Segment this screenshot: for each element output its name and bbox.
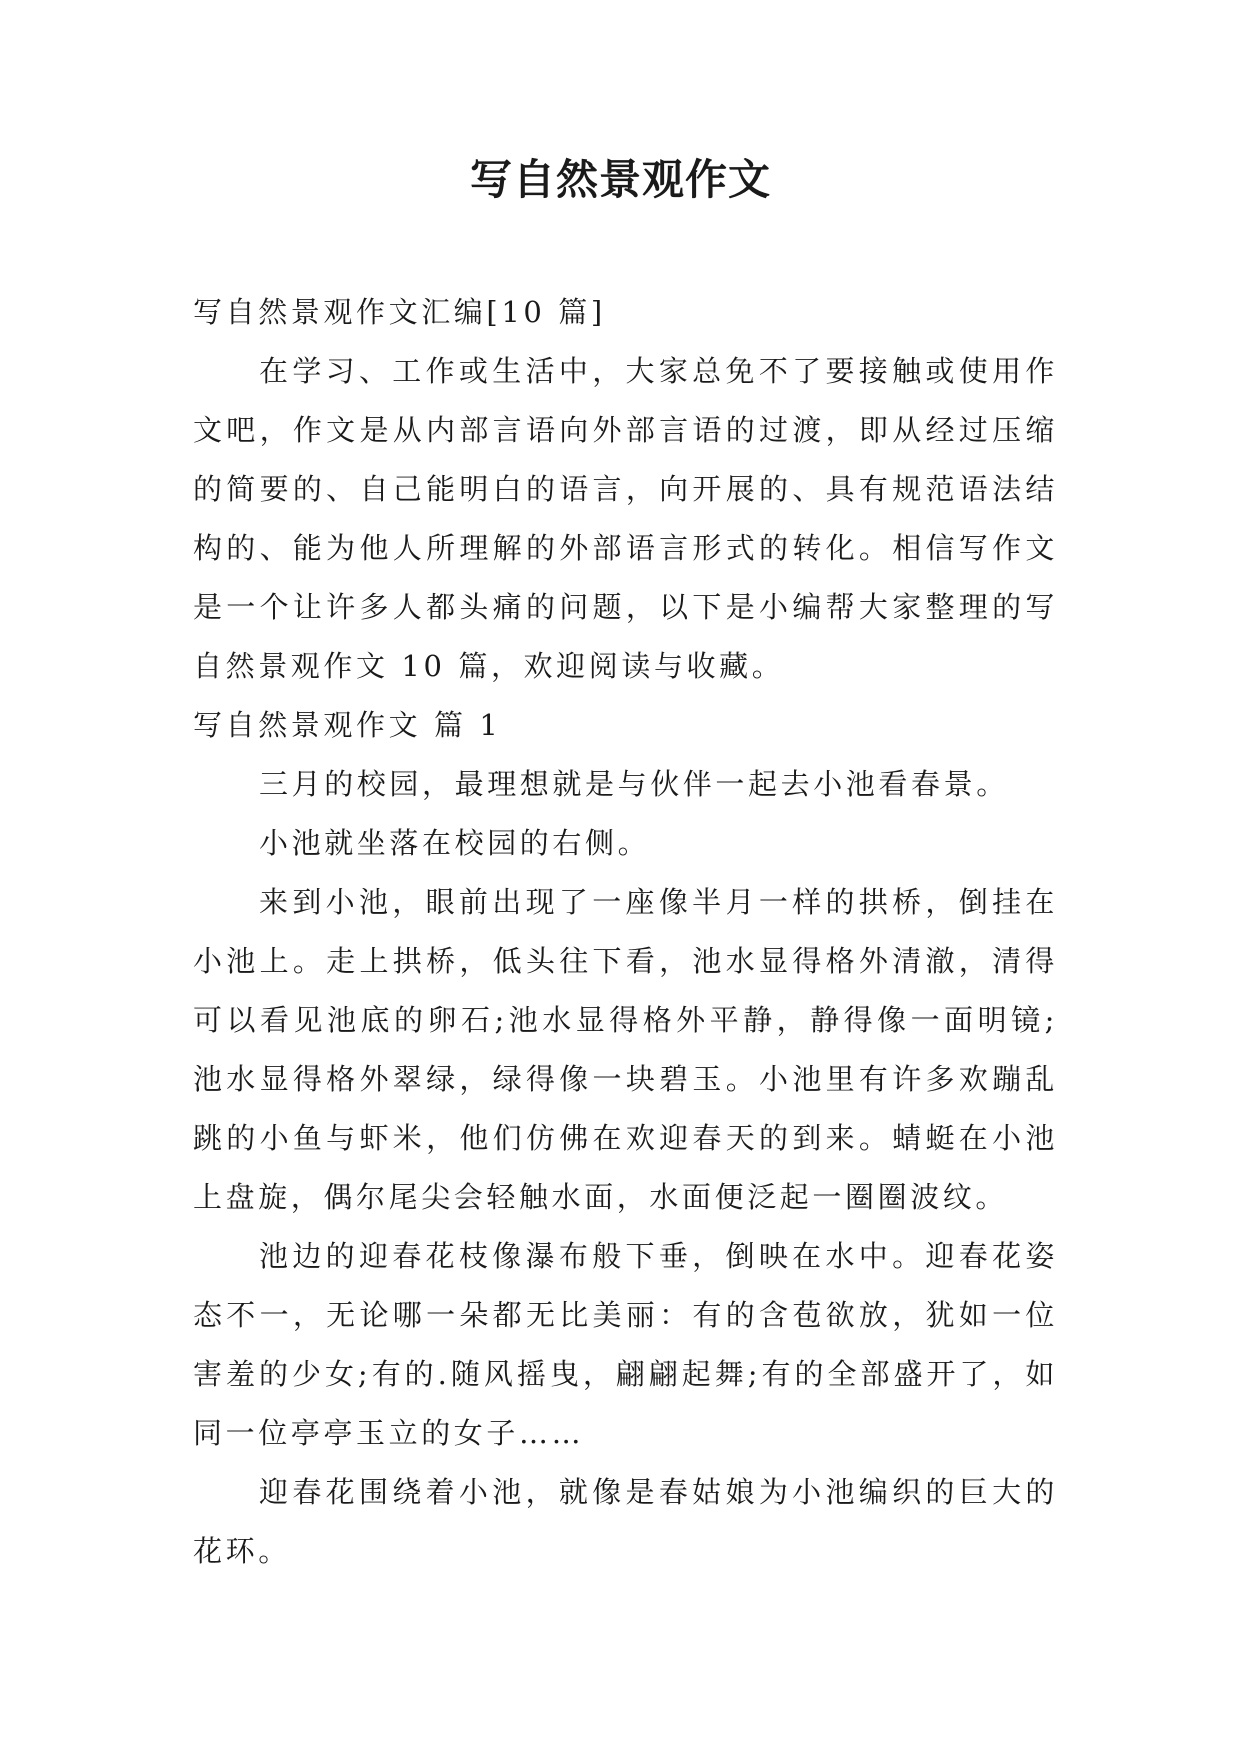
intro-paragraph: 在学习、工作或生活中，大家总免不了要接触或使用作文吧，作文是从内部言语向外部言语的过渡，即从经过压缩的简要的、自己能明白的语言，向开展的、具有规范语法结构的、能为他人所理解的外部语言形式的转化。相信写作文是一个让许多人都头痛的问题，以下是小编帮大家整理的写自然景观作文 10 篇，欢迎阅读与收藏。 (193, 354, 1058, 683)
document-body (193, 283, 1058, 1581)
section-heading: 写自然景观作文 篇 1 (193, 708, 502, 742)
paragraph-2: 小池就坐落在校园的右侧。 (259, 826, 651, 860)
paragraph-3: 来到小池，眼前出现了一座像半月一样的拱桥，倒挂在小池上。走上拱桥，低头往下看，池水显得格外清澈，清得可以看见池底的卵石;池水显得格外平静，静得像一面明镜;池水显得格外翠绿，绿得像一块碧玉。小池里有许多欢蹦乱跳的小鱼与虾米，他们仿佛在欢迎春天的到来。蜻蜓在小池上盘旋，偶尔尾尖会轻触水面，水面便泛起一圈圈波纹。 (193, 885, 1058, 1214)
collection-subtitle: 写自然景观作文汇编[10 篇] (193, 295, 606, 329)
paragraph-1: 三月的校园，最理想就是与伙伴一起去小池看春景。 (259, 767, 1009, 801)
paragraph-5: 迎春花围绕着小池，就像是春姑娘为小池编织的巨大的花环。 (193, 1475, 1058, 1568)
document-title: 写自然景观作文 (469, 155, 771, 204)
paragraph-4: 池边的迎春花枝像瀑布般下垂，倒映在水中。迎春花姿态不一，无论哪一朵都无比美丽：有的含苞欲放，犹如一位害羞的少女;有的.随风摇曳，翩翩起舞;有的全部盛开了，如同一位亭亭玉立的女子…… (193, 1239, 1058, 1450)
